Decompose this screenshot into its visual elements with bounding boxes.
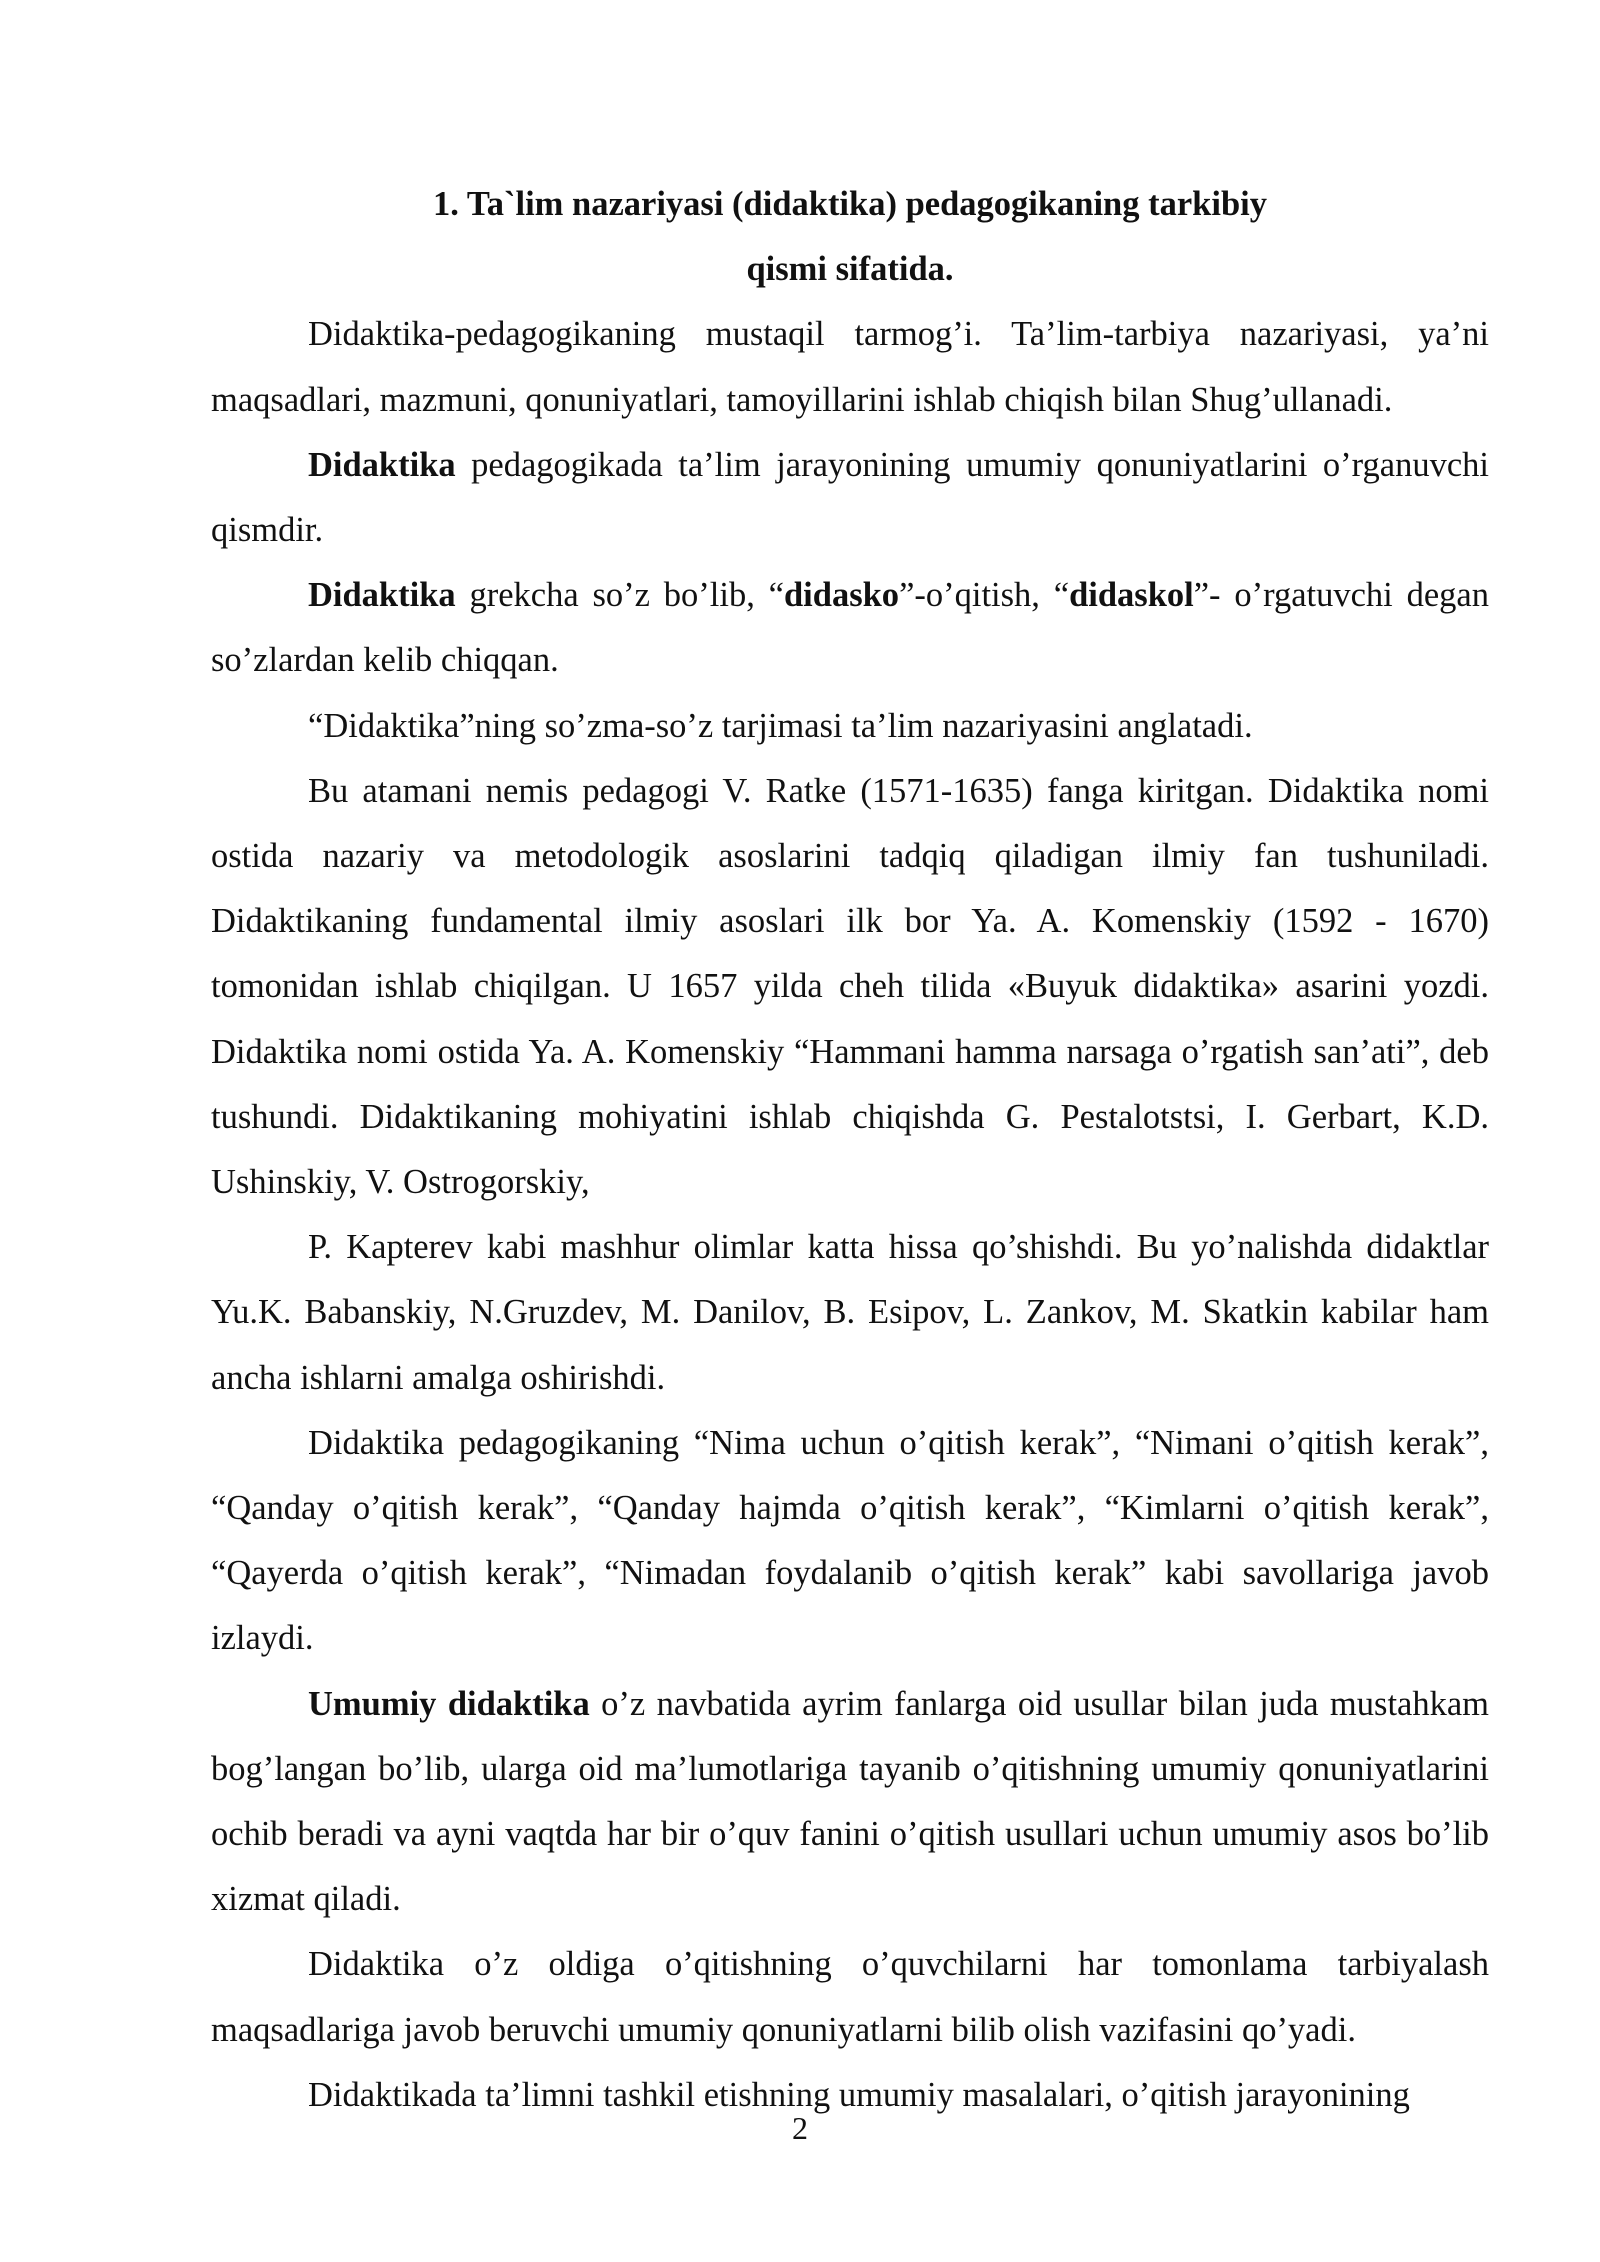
page-body — [211, 172, 1489, 2128]
paragraph-general-didactics — [211, 1672, 1489, 1933]
bold-term: didasko — [783, 576, 900, 615]
paragraph-questions — [211, 1411, 1489, 1672]
paragraph-text: Didaktikada ta’limni tashkil etishning umumiy masalalari, o’qitish jarayonining — [308, 2075, 1410, 2114]
bold-term: Umumiy didaktika — [308, 1684, 590, 1723]
paragraph-translation — [211, 694, 1489, 759]
paragraph-text: ”-o’qitish, “ — [899, 576, 1070, 615]
paragraph-didaktika-role — [211, 433, 1489, 563]
section-title-line-1: 1. Ta`lim nazariyasi (didaktika) pedagogikaning tarkibiy — [433, 185, 1267, 223]
paragraph-text: Didaktika-pedagogikaning mustaqil tarmog’i. Ta’lim-tarbiya nazariyasi, ya’ni maqsadlari, mazmuni, qonuniyatlari, tamoyillarini ishlab chiqish bilan Shug’ullanadi. — [211, 315, 1489, 419]
bold-term: Didaktika — [308, 576, 456, 615]
section-title-line-2: qismi sifatida. — [746, 250, 954, 289]
paragraph-text: P. Kapterev kabi mashhur olimlar katta hissa qo’shishdi. Bu yo’nalishda didaktlar Yu.K. Babanskiy, N.Gruzdev, M. Danilov, B. Esipov, L. Zankov, M. Skatkin kabilar ham ancha ishlarni amalga oshirishdi. — [211, 1228, 1489, 1397]
paragraph-text: Didaktika pedagogikaning “Nima uchun o’qitish kerak”, “Nimani o’qitish kerak”, “Qanday o’qitish kerak”, “Qanday hajmda o’qitish kerak”, “Kimlarni o’qitish kerak”, “Qayerda o’qitish kerak”, “Nimadan foydalanib o’qitish kerak” kabi savollariga javob izlaydi. — [211, 1423, 1489, 1658]
paragraph-text: Bu atamani nemis pedagogi V. Ratke (1571-1635) fanga kiritgan. Didaktika nomi ostida nazariy va metodologik asoslarini tadqiq qiladigan ilmiy fan tushuniladi. Didaktikaning fundamental ilmiy asoslari ilk bor Ya. A. Komenskiy (1592 - 1670) tomonidan ishlab chiqilgan. U 1657 yilda cheh tilida «Buyuk didaktika» asarini yozdi. Didaktika nomi ostida Ya. A. Komenskiy “Hammani hamma narsaga o’rgatish san’ati”, deb tushundi. Didaktikaning mohiyatini ishlab chiqishda G. Pestalotstsi, I. Gerbart, K.D. Ushinskiy, V. Ostrogorskiy, — [211, 771, 1489, 1202]
paragraph-etymology — [211, 563, 1489, 693]
paragraph-text: pedagogikada ta’lim jarayonining umumiy qonuniyatlarini o’rganuvchi qismdir. — [211, 445, 1489, 550]
paragraph-text: “Didaktika”ning so’zma-so’z tarjimasi ta’lim nazariyasini anglatadi. — [308, 706, 1253, 745]
paragraph-tasks — [211, 1932, 1489, 2062]
section-title — [211, 172, 1489, 302]
bold-term: didaskol — [1069, 576, 1194, 615]
paragraph-text: ”- o’rgatuvchi degan so’zlardan kelib chiqqan. — [211, 576, 1489, 680]
paragraph-scholars — [211, 1215, 1489, 1411]
page-number: 2 — [792, 2110, 808, 2146]
paragraph-text: grekcha so’z bo’lib, “ — [455, 576, 784, 615]
paragraph-history — [211, 759, 1489, 1215]
paragraph-text: Didaktika o’z oldiga o’qitishning o’quvchilarni har tomonlama tarbiyalash maqsadlariga javob beruvchi umumiy qonuniyatlarni bilib olish vazifasini qo’yadi. — [211, 1945, 1489, 2049]
bold-term: Didaktika — [308, 445, 456, 484]
paragraph-text: o’z navbatida ayrim fanlarga oid usullar bilan juda mustahkam bog’langan bo’lib, ularga oid ma’lumotlariga tayanib o’qitishning umumiy qonuniyatlarini ochib beradi va ayni vaqtda har bir o’quv fanini o’qitish usullari uchun umumiy asos bo’lib xizmat qiladi. — [211, 1684, 1489, 1919]
paragraph-definition — [211, 302, 1489, 432]
